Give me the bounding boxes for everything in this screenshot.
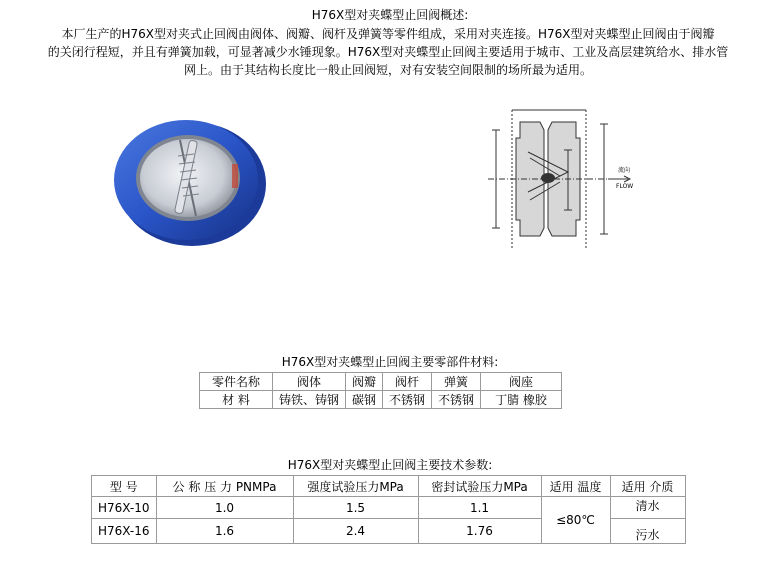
valve-section-drawing — [468, 100, 638, 260]
materials-header-cell: 阀体 — [273, 373, 346, 391]
specs-title: H76X型对夹蝶型止回阀主要技术参数: — [287, 458, 493, 472]
disc-pivot — [541, 173, 555, 183]
specs-seal-cell: 1.1 — [418, 497, 541, 519]
materials-cell: 铸铁、铸钢 — [273, 391, 346, 409]
materials-cell: 不锈钢 — [432, 391, 481, 409]
materials-header-cell: 阀座 — [481, 373, 562, 391]
specs-temperature-cell: ≤80℃ — [541, 497, 610, 544]
specs-strength-cell: 1.5 — [293, 497, 418, 519]
specs-header-cell: 公 称 压 力 PNMPa — [156, 476, 293, 497]
specs-nominal-cell: 1.6 — [156, 519, 293, 544]
specs-table — [91, 475, 686, 544]
flow-label-en: FLOW — [616, 183, 634, 190]
materials-cell: 丁腈 橡胶 — [481, 391, 562, 409]
body-marking — [232, 164, 238, 188]
materials-table — [199, 372, 562, 409]
specs-medium-cell: 污水 — [610, 519, 685, 544]
specs-medium-cell: 清水 — [610, 497, 685, 519]
materials-title: H76X型对夹蝶型止回阀主要零部件材料: — [281, 355, 499, 369]
overview-line: 的关闭行程短，并且有弹簧加载，可显著减少水锤现象。H76X型对夹蝶型止回阀主要适用于城市、工业及高层建筑给水、排水管 — [47, 45, 729, 59]
materials-row — [200, 391, 562, 409]
materials-header-cell: 零件名称 — [200, 373, 273, 391]
materials-cell: 碳钢 — [346, 391, 383, 409]
specs-header-cell: 型 号 — [92, 476, 157, 497]
specs-header-row — [92, 476, 686, 497]
materials-header-cell: 弹簧 — [432, 373, 481, 391]
specs-row — [92, 497, 686, 519]
overview-line: 网上。由于其结构长度比一般止回阀短，对有安装空间限制的场所最为适用。 — [183, 63, 592, 77]
materials-header-row — [200, 373, 562, 391]
specs-header-cell: 适用 介质 — [610, 476, 685, 497]
specs-model-cell: H76X-10 — [92, 497, 157, 519]
materials-cell: 不锈钢 — [383, 391, 432, 409]
flow-label-cn: 流向 — [618, 167, 631, 174]
specs-header-cell: 强度试验压力MPa — [293, 476, 418, 497]
materials-header-cell: 阀杆 — [383, 373, 432, 391]
overview-text — [12, 25, 764, 79]
valve-photo — [108, 110, 268, 250]
specs-strength-cell: 2.4 — [293, 519, 418, 544]
materials-cell: 材 料 — [200, 391, 273, 409]
specs-header-cell: 适用 温度 — [541, 476, 610, 497]
overview-line: 本厂生产的H76X型对夹式止回阀由阀体、阀瓣、阀杆及弹簧等零件组成，采用对夹连接。H76X型对夹蝶型止回阀由于阀瓣 — [61, 27, 715, 41]
overview-title: H76X型对夹蝶型止回阀概述: — [311, 8, 469, 22]
specs-model-cell: H76X-16 — [92, 519, 157, 544]
specs-header-cell: 密封试验压力MPa — [418, 476, 541, 497]
specs-seal-cell: 1.76 — [418, 519, 541, 544]
materials-header-cell: 阀瓣 — [346, 373, 383, 391]
specs-nominal-cell: 1.0 — [156, 497, 293, 519]
